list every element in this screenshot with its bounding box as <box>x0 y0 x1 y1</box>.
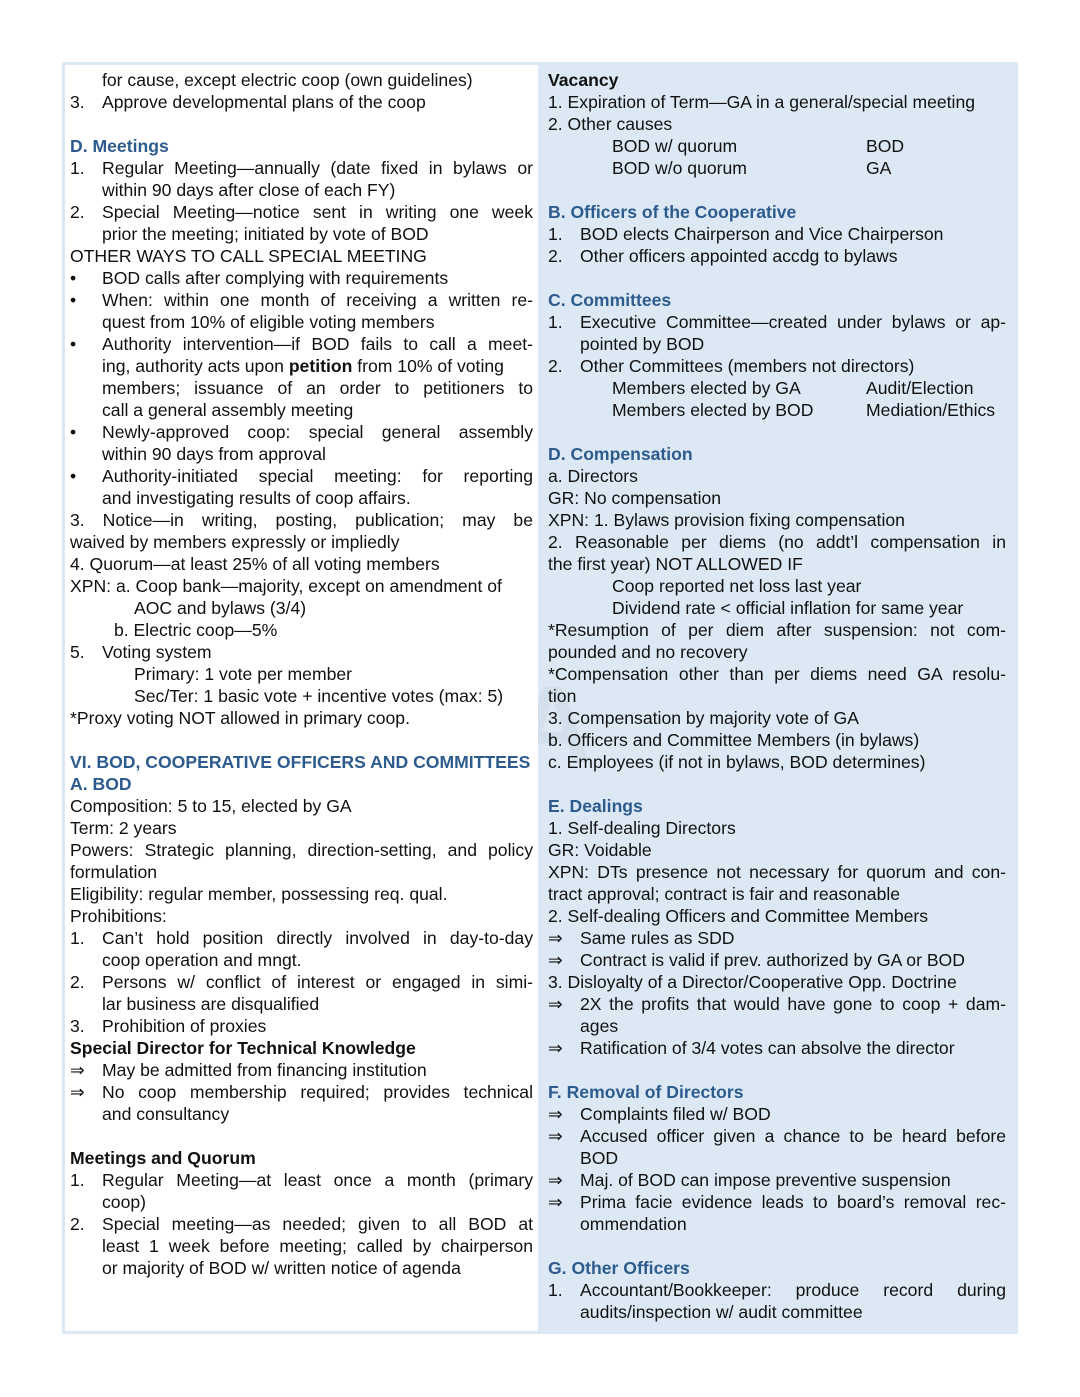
bullet-item: • Authority intervention—if BOD fails to call a meet- <box>70 334 533 354</box>
subheading: Vacancy <box>548 70 619 90</box>
list-item: 1. Regular Meeting—annually (date fixed in bylaws or <box>70 158 533 178</box>
arrow-item: ⇒ Accused officer given a chance to be heard before <box>548 1126 1006 1146</box>
arrow-item: ⇒ Contract is valid if prev. authorized by GA or BOD <box>548 950 965 970</box>
section-heading: C. Committees <box>548 290 672 310</box>
section-heading: D. Compensation <box>548 444 693 464</box>
arrow-item: ⇒ Maj. of BOD can impose preventive suspension <box>548 1170 951 1190</box>
list-item: 1. Accountant/Bookkeeper: produce record during <box>548 1280 1006 1300</box>
section-heading: A. BOD <box>70 774 132 794</box>
bullet-item: • BOD calls after complying with requirements <box>70 268 449 288</box>
list-item: 1. BOD elects Chairperson and Vice Chairperson <box>548 224 944 244</box>
text-line: for cause, except electric coop (own guidelines) <box>102 70 473 90</box>
section-heading: D. Meetings <box>70 136 169 156</box>
arrow-item: ⇒ May be admitted from financing institution <box>70 1060 427 1080</box>
list-item: 2. Special meeting—as needed; given to all BOD at <box>70 1214 533 1234</box>
list-item: 2. Other officers appointed accdg to bylaws <box>548 246 898 266</box>
table-row: Members elected by BOD Mediation/Ethics <box>612 400 996 420</box>
left-column: for cause, except electric coop (own guidelines) 3. Approve developmental plans of the coop D. Meetings 1. Regular Meeting—annually (date fixed in bylaws or within 90 days after close of each FY) 2. Special Meeting—notice sent in writing one week prior the meeting; initiated by vote of BOD OTHER WAYS TO CALL SPECIAL MEETING • BOD calls after complying with requirements • When: within one month of receiving a written re- quest from 10% of eligible voting members • Authority intervention—if BOD fails to call a meet- ing, authority acts upon petition from 10% of voting members; issuance of an order to petitioners to call a general assembly meeting • Newly-approved coop: special general assembly within 90 days from approval • Authority-initiated special meeting: for reporting and investigating results of coop affairs. 3. Notice—in writing, posting, publication; may be waived by members expressly or impliedly 4. Quorum—at least 25% of all voting members XPN: a. Coop bank—majority, except on amendment of AOC and bylaws (3/4) b. Electric coop—5% 5. Voting system Primary: 1 vote per member Sec/Ter: 1 basic vote + incentive votes (max: 5) *Proxy voting NOT allowed in primary coop. VI. BOD, COOPERATIVE OFFICERS AND COMMITTEES A. BOD Composition: 5 to 15, elected by GA Term: 2 years Powers: Strategic planning, direction-setting, and policy formulation Eligibility: regular member, possessing req. qual. Prohibitions: 1. Can’t hold position directly involved in day-to-day coop operation and mngt. 2. Persons w/ conflict of interest or engaged in simi- lar business are disqualified 3. Prohibition of proxies Special Director for Technical Knowledge ⇒ May be admitted from financing institution ⇒ No coop membership required; provides technical and consultancy Meetings and Quorum 1. Regular Meeting—at least once a month (primary coop) 2. Special meeting—as needed; given to all BOD at least 1 week before meeting; called by chairperson or majority of BOD w/ written notice of agenda <box>65 65 538 1331</box>
table-row: Members elected by GA Audit/Election <box>612 378 974 398</box>
arrow-item: ⇒ Prima facie evidence leads to board’s removal rec- <box>548 1192 1006 1212</box>
list-item: 5. Voting system <box>70 642 212 662</box>
subheading: Meetings and Quorum <box>70 1148 256 1168</box>
list-item: 2. Other Committees (members not directors) <box>548 356 915 376</box>
list-item: 1. Can’t hold position directly involved in day-to-day <box>70 928 533 948</box>
arrow-item: ⇒ Complaints filed w/ BOD <box>548 1104 771 1124</box>
section-heading: VI. BOD, COOPERATIVE OFFICERS AND COMMITTEES <box>70 752 531 772</box>
list-item: 1. Regular Meeting—at least once a month (primary <box>70 1170 533 1190</box>
list-item: 3. Prohibition of proxies <box>70 1016 267 1036</box>
section-heading: E. Dealings <box>548 796 643 816</box>
page-frame <box>62 62 1018 1334</box>
list-item: 2. Special Meeting—notice sent in writing one week <box>70 202 533 222</box>
arrow-item: ⇒ No coop membership required; provides technical <box>70 1082 533 1102</box>
arrow-item: ⇒ Ratification of 3/4 votes can absolve the director <box>548 1038 955 1058</box>
list-item: 1. Executive Committee—created under bylaws or ap- <box>548 312 1006 332</box>
section-heading: F. Removal of Directors <box>548 1082 744 1102</box>
arrow-item: ⇒ Same rules as SDD <box>548 928 735 948</box>
bullet-item: • Authority-initiated special meeting: for reporting <box>70 466 533 486</box>
section-heading: B. Officers of the Cooperative <box>548 202 797 222</box>
bullet-item: • Newly-approved coop: special general assembly <box>70 422 533 442</box>
table-row: BOD w/o quorum GA <box>612 158 892 178</box>
list-item: 2. Persons w/ conflict of interest or engaged in simi- <box>70 972 533 992</box>
bullet-item: • When: within one month of receiving a written re- <box>70 290 533 310</box>
subheading: Special Director for Technical Knowledge <box>70 1038 416 1058</box>
list-item: 3. Approve developmental plans of the coop <box>70 92 426 112</box>
arrow-item: ⇒ 2X the profits that would have gone to coop + dam- <box>548 994 1006 1014</box>
right-column: Vacancy 1. Expiration of Term—GA in a general/special meeting 2. Other causes BOD w/ quorum BOD BOD w/o quorum GA B. Officers of the Cooperative 1. BOD elects Chairperson and Vice Chairperson 2. Other officers appointed accdg to bylaws C. Committees 1. Executive Committee—created under bylaws or ap- pointed by BOD 2. Other Committees (members not directors) Members elected by GA Audit/Election Members elected by BOD Mediation/Ethics D. Compensation a. Directors GR: No compensation XPN: 1. Bylaws provision fixing compensation 2. Reasonable per diems (no addt’l compensation in the first year) NOT ALLOWED IF Coop reported net loss last year Dividend rate < official inflation for same year *Resumption of per diem after suspension: not com- pounded and no recovery *Compensation other than per diems need GA resolu- tion 3. Compensation by majority vote of GA b. Officers and Committee Members (in bylaws) c. Employees (if not in bylaws, BOD determines) E. Dealings 1. Self-dealing Directors GR: Voidable XPN: DTs presence not necessary for quorum and con- tract approval; contract is fair and reasonable 2. Self-dealing Officers and Committee Members ⇒ Same rules as SDD ⇒ Contract is valid if prev. authorized by GA or BOD 3. Disloyalty of a Director/Cooperative Opp. Doctrine ⇒ 2X the profits that would have gone to coop + dam- ages ⇒ Ratification of 3/4 votes can absolve the director F. Removal of Directors ⇒ Complaints filed w/ BOD ⇒ Accused officer given a chance to be heard before BOD ⇒ Maj. of BOD can impose preventive suspension ⇒ Prima facie evidence leads to board’s removal rec- ommendation G. Other Officers 1. Accountant/Bookkeeper: produce record during audits/inspection w/ audit committee <box>548 70 1006 1322</box>
subheading: OTHER WAYS TO CALL SPECIAL MEETING <box>70 246 427 266</box>
section-heading: G. Other Officers <box>548 1258 690 1278</box>
table-row: BOD w/ quorum BOD <box>612 136 905 156</box>
